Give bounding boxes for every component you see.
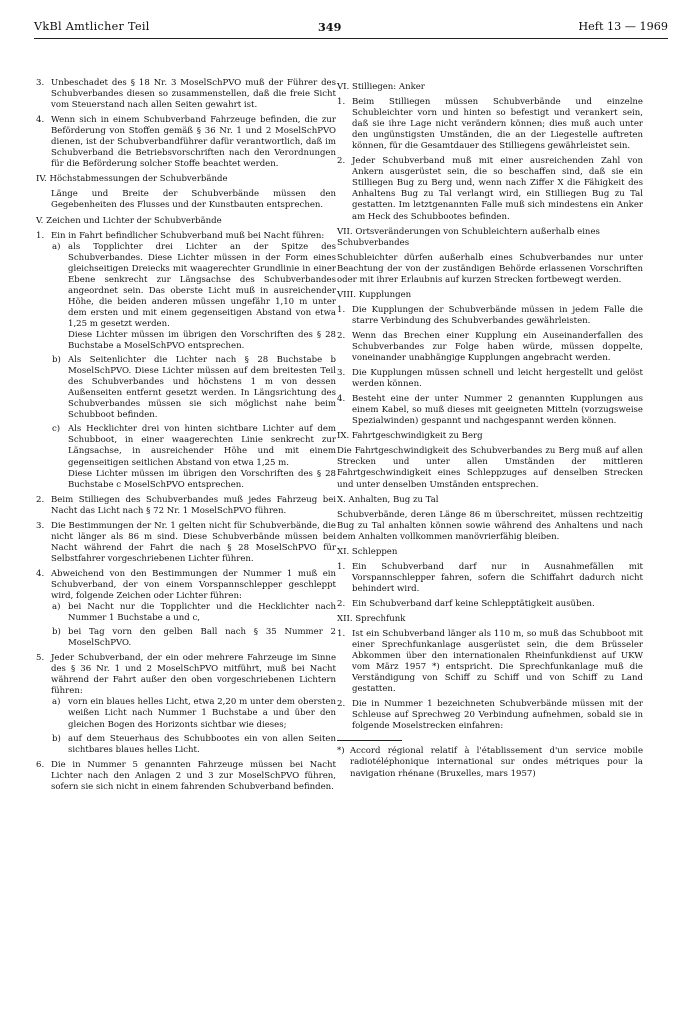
- running-header: [34, 20, 668, 38]
- section-heading: XI. Schleppen: [337, 546, 398, 557]
- list-item: 2. Die in Nummer 1 bezeichneten Schubverbände müssen mit der Schleuse auf Sprechweg 20 Verbindung aufnehmen, sobald sie in folgende Moselstrecken einfahren:: [337, 699, 643, 732]
- right-column: [337, 78, 643, 780]
- section-heading: VI. Stilliegen: Anker: [337, 82, 425, 92]
- section-heading: X. Anhalten, Bug zu Tal: [337, 494, 439, 505]
- list-item: 1. Die Kupplungen der Schubverbände müssen in jedem Falle die starre Verbindung des Schubverbandes gewährleisten.: [337, 304, 643, 326]
- list-item: 2. Beim Stilliegen des Schubverbandes muß jedes Fahrzeug bei Nacht das Licht nach § 72 Nr. 1 MoselSchPVO führen.: [36, 494, 336, 516]
- list-item: 2. Wenn das Brechen einer Kupplung ein Auseinanderfallen des Schubverbandes zur Folge haben würde, müssen doppelte, voneinander unabhängige Kupplungen angebracht werden.: [337, 330, 643, 364]
- section-paragraph: Schubleichter dürfen außerhalb eines Schubverbandes nur unter Beachtung der von der zuständigen Behörde erlassenen Vorschriften oder mit ihrer Erlaubnis auf kurzen Strecken fortbewegt werden.: [337, 252, 643, 285]
- footnote-rule: [337, 740, 402, 741]
- list-item: 3. Unbeschadet des § 18 Nr. 3 MoselSchPVO muß der Führer des Schubverbandes diesen so zusammenstellen, daß die freie Sicht vom Steuerstand nach allen Seiten gewahrt ist.: [36, 78, 336, 111]
- left-column: [36, 78, 336, 797]
- list-item: 3. Die Kupplungen müssen schnell und leicht hergestellt und gelöst werden können.: [337, 368, 643, 390]
- list-item: 4. Besteht eine der unter Nummer 2 genannten Kupplungen aus einem Kabel, so muß dieses mit geeigneten Mitteln (vorzugsweise Spezialwinden) gespannt und nachgespannt werden können.: [337, 394, 643, 427]
- list-item: 1. Ein Schubverband darf nur in Ausnahmefällen mit Vorspannschlepper fahren, sofern die Schiffahrt dadurch nicht behindert wird.: [337, 561, 643, 594]
- list-item: 1. Ein in Fahrt befindlicher Schubverband muß bei Nacht führen: a) als Topplichter drei Lichter an der Spitze des Schubverbandes. Diese Lichter müssen in der Form eines gleichseitigen Dreiecks mit waagerechter Grundlinie in einer Ebene senkrecht zur Längsachse des Schubverbandes angeordnet sein. Das oberste Licht muß in ausreichender Höhe, die beiden anderen müssen ungefähr 1,10 m unter dem ersten und mit einem gegenseitigen Abstand von etwa 1,25 m gesetzt werden. Diese Lichter müssen im übrigen den Vorschriften des § 28 Buchstabe a MoselSchPVO entsprechen. b) Als Seitenlichter die Lichter nach § 28 Buchstabe b MoselSchPVO. Diese Lichter müssen auf dem breitesten Teil des Schubverbandes und höchstens 1 m von dessen Außenseiten entfernt gesetzt werden. In Längsrichtung des Schubverbandes müssen sie sich möglichst nahe beim Schubboot befinden. c) Als Hecklichter drei von hinten sichtbare Lichter auf dem Schubboot, in einer waagerechten Linie senkrecht zur Längsachse, in ausreichender Höhe und mit einem gegenseitigen seitlichen Abstand von etwa 1,25 m. Diese Lichter müssen im übrigen den Vorschriften des § 28 Buchstabe c MoselSchPVO entsprechen.: [36, 230, 336, 490]
- sub-item: a) vorn ein blaues helles Licht, etwa 2,20 m unter dem obersten weißen Licht nach Nummer 1 Buchstabe a und über den gleichen Bogen des Horizonts sichtbar wie dieses;: [52, 697, 336, 730]
- section-paragraph: Länge und Breite der Schubverbände müssen den Gegebenheiten des Flusses und der Kunstbauten entsprechen.: [51, 189, 336, 211]
- sub-item: a) bei Nacht nur die Topplichter und die Hecklichter nach Nummer 1 Buchstabe a und c,: [52, 602, 336, 624]
- sub-item: b) auf dem Steuerhaus des Schubbootes ein von allen Seiten sichtbares blaues helles Licht.: [52, 733, 336, 755]
- section-heading: IX. Fahrtgeschwindigkeit zu Berg: [337, 431, 483, 442]
- page-number: 349: [318, 20, 342, 34]
- list-item: 6. Die in Nummer 5 genannten Fahrzeuge müssen bei Nacht Lichter nach den Anlagen 2 und 3 zur MoselSchPVO führen, sofern sie sich nicht in einem fahrenden Schubverband befinden.: [36, 759, 336, 792]
- list-item: 2. Jeder Schubverband muß mit einer ausreichenden Zahl von Ankern ausgerüstet sein, die so beschaffen sind, daß sie ein Stilliegen Bug zu Berg und, wenn nach Ziffer X die Fähigkeit des Anhaltens Bug zu Tal verlangt wird, ein Stilliegen Bug zu Tal gestatten. Im letztgenannten Falle muß sich mindestens ein Anker am Heck des Schubbootes befinden.: [337, 156, 643, 222]
- section-heading: VIII. Kupplungen: [337, 289, 412, 300]
- section-heading: V. Zeichen und Lichter der Schubverbände: [36, 215, 222, 226]
- list-item: 2. Ein Schubverband darf keine Schlepptätigkeit ausüben.: [337, 598, 595, 609]
- section-paragraph: Schubverbände, deren Länge 86 m überschreitet, müssen rechtzeitig Bug zu Tal anhalten können sowie während des Anhaltens und nach dem Anhalten vollkommen manövrierfähig bleiben.: [337, 509, 643, 542]
- section-heading: XII. Sprechfunk: [337, 613, 406, 624]
- footnote: *) Accord régional relatif à l'établissement d'un service mobile radiotéléphonique international sur ondes métriques pour la navigation rhénane (Bruxelles, mars 1957): [337, 746, 643, 779]
- list-item: 4. Wenn sich in einem Schubverband Fahrzeuge befinden, die zur Beförderung von Stoffen gemäß § 36 Nr. 1 und 2 MoselSchPVO dienen, ist der Schubverbandführer dafür verantwortlich, daß im Schubverband die Betriebsvorschriften nach den Verordnungen für die Beförderung solcher Stoffe beachtet werden.: [36, 115, 336, 170]
- list-item: 5. Jeder Schubverband, der ein oder mehrere Fahrzeuge im Sinne des § 36 Nr. 1 und 2 MoselSchPVO mitführt, muß bei Nacht während der Fahrt außer den oben vorgeschriebenen Lichtern führen: a) vorn ein blaues helles Licht, etwa 2,20 m unter dem obersten weißen Licht nach Nummer 1 Buchstabe a und über den gleichen Bogen des Horizonts sichtbar wie dieses; b) auf dem Steuerhaus des Schubbootes ein von allen Seiten sichtbares blaues helles Licht.: [36, 653, 336, 755]
- section-heading: IV. Höchstabmessungen der Schubverbände: [36, 174, 228, 185]
- list-item: 3. Die Bestimmungen der Nr. 1 gelten nicht für Schubverbände, die nicht länger als 86 m sind. Diese Schubverbände müssen bei Nacht während der Fahrt die nach § 28 MoselSchPVO für Selbstfahrer vorgeschriebenen Lichter führen.: [36, 520, 336, 564]
- sub-item: b) Als Seitenlichter die Lichter nach § 28 Buchstabe b MoselSchPVO. Diese Lichter müssen auf dem breitesten Teil des Schubverbandes und höchstens 1 m von dessen Außenseiten entfernt gesetzt werden. In Längsrichtung des Schubverbandes müssen sie sich möglichst nahe beim Schubboot befinden.: [52, 355, 336, 421]
- section-heading: VII. Ortsveränderungen von Schubleichtern außerhalb eines Schubverbandes: [337, 226, 600, 248]
- journal-title: VkBl Amtlicher Teil: [34, 20, 150, 33]
- section-paragraph: Die Fahrtgeschwindigkeit des Schubverbandes zu Berg muß auf allen Strecken und unter allen Umständen der mittleren Fahrtgeschwindigkeit eines Schleppzuges auf denselben Strecken und unter denselben Umständen entsprechen.: [337, 446, 643, 490]
- sub-item: b) bei Tag vorn den gelben Ball nach § 35 Nummer 2 MoselSchPVO.: [52, 627, 336, 649]
- sub-item: c) Als Hecklichter drei von hinten sichtbare Lichter auf dem Schubboot, in einer waagerechten Linie senkrecht zur Längsachse, in ausreichender Höhe und mit einem gegenseitigen seitlichen Abstand von etwa 1,25 m. Diese Lichter müssen im übrigen den Vorschriften des § 28 Buchstabe c MoselSchPVO entsprechen.: [52, 424, 336, 490]
- header-rule: [34, 38, 668, 39]
- sub-item: a) als Topplichter drei Lichter an der Spitze des Schubverbandes. Diese Lichter müssen in der Form eines gleichseitigen Dreiecks mit waagerechter Grundlinie in einer Ebene senkrecht zur Längsachse des Schubverbandes angeordnet sein. Das oberste Licht muß in ausreichender Höhe, die beiden anderen müssen ungefähr 1,10 m unter dem ersten und mit einem gegenseitigen Abstand von etwa 1,25 m gesetzt werden. Diese Lichter müssen im übrigen den Vorschriften des § 28 Buchstabe a MoselSchPVO entsprechen.: [52, 241, 336, 352]
- list-item: 1. Beim Stilliegen müssen Schubverbände und einzelne Schubleichter vorn und hinten so befestigt und verankert sein, daß sie ihre Lage nicht verändern können; dies muß auch unter den ungünstigsten Umständen, die an der Liegestelle auftreten können, für die Gesamtdauer des Stilliegens gewährleistet sein.: [337, 97, 643, 152]
- list-item: 1. Ist ein Schubverband länger als 110 m, so muß das Schubboot mit einer Sprechfunkanlage ausgerüstet sein, die dem Brüsseler Abkommen über den internationalen Rheinfunkdienst auf UKW vom März 1957 *) entspricht. Die Sprechfunkanlage muß die Verständigung von Schiff zu Schiff und von Schiff zu Land gestatten.: [337, 629, 643, 695]
- list-item: 4. Abweichend von den Bestimmungen der Nummer 1 muß ein Schubverband, der von einem Vorspannschlepper geschleppt wird, folgende Zeichen oder Lichter führen: a) bei Nacht nur die Topplichter und die Hecklichter nach Nummer 1 Buchstabe a und c, b) bei Tag vorn den gelben Ball nach § 35 Nummer 2 MoselSchPVO.: [36, 568, 336, 649]
- issue-label: Heft 13 — 1969: [578, 20, 668, 33]
